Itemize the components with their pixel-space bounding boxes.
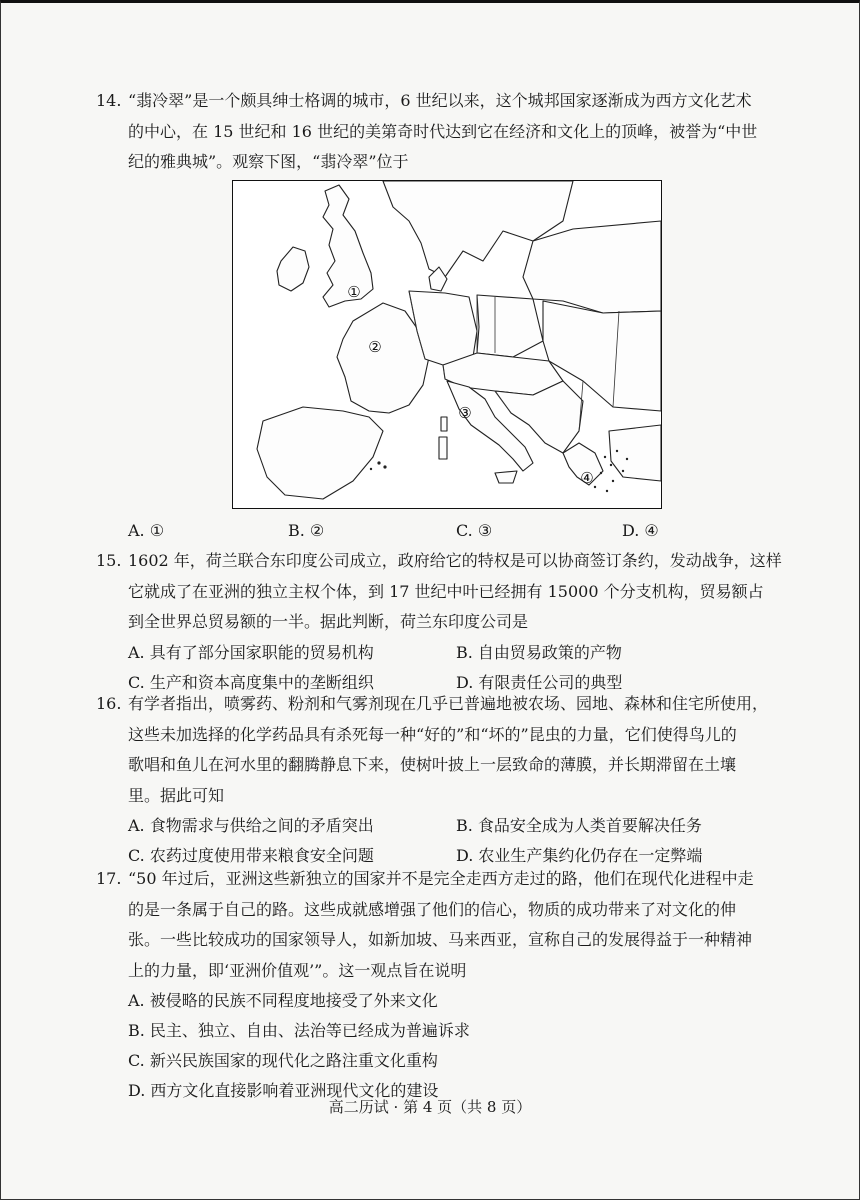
iberia-shape — [257, 407, 383, 499]
option-a[interactable]: A. 具有了部分国家职能的贸易机构 — [128, 642, 374, 662]
options-row — [96, 638, 786, 668]
question-number: 16. — [96, 694, 122, 713]
option-c[interactable]: C. 新兴民族国家的现代化之路注重文化重构 — [128, 1051, 438, 1070]
option-b[interactable]: B. 自由贸易政策的产物 — [456, 642, 622, 662]
poland-shape — [477, 295, 543, 357]
question-15-line-1: 15. 1602 年，荷兰联合东印度公司成立，政府给它的特权是可以协商签订条约，发动战争，这样 — [96, 546, 786, 577]
question-16 — [96, 689, 786, 871]
page-footer: 高二历试 · 第 4 页（共 8 页） — [328, 1098, 532, 1116]
ireland-shape — [277, 247, 309, 291]
question-number: 15. — [96, 551, 122, 570]
options-row — [96, 811, 786, 841]
question-14 — [96, 86, 786, 178]
sicily-shape — [495, 471, 517, 483]
question-17-line-1: 17. “50 年过后，亚洲这些新独立的国家并不是完全走西方走过的路，他们在现代化进程中走 — [96, 864, 786, 895]
question-17 — [96, 864, 786, 1106]
option-c[interactable]: C. 生产和资本高度集中的垄断组织 — [128, 672, 374, 692]
question-16-line-3: 歌唱和鱼儿在河水里的翻腾静息下来，使树叶披上一层致命的薄膜，并长期滞留在土壤 — [128, 755, 737, 774]
question-16-line-2: 这些未加选择的化学药品具有杀死每一种“好的”和“坏的”昆虫的力量，它们使得鸟儿的 — [128, 724, 737, 744]
question-16-line-1: 16. 有学者指出，喷雾药、粉剂和气雾剂现在几乎已普遍地被农场、园地、森林和住宅所使用， — [96, 689, 786, 720]
question-14-line-1: 14. “翡冷翠”是一个颇具绅士格调的城市，6 世纪以来，这个城邦国家逐渐成为西方文化艺术 — [96, 86, 786, 117]
turkey-shape — [609, 425, 661, 481]
baltic-shape — [523, 221, 661, 313]
question-number: 14. — [96, 91, 122, 110]
map-label-2: ② — [368, 338, 382, 356]
option-b[interactable]: B. 民主、独立、自由、法治等已经成为普遍诉求 — [128, 1021, 470, 1040]
option-a[interactable]: A. ① — [128, 521, 165, 540]
question-15-line-3: 到全世界总贸易额的一半。据此判断，荷兰东印度公司是 — [128, 612, 529, 631]
option-a[interactable]: A. 被侵略的民族不同程度地接受了外来文化 — [128, 991, 438, 1010]
question-17-line-4: 上的力量，即‘亚洲价值观’”。这一观点旨在说明 — [128, 960, 467, 980]
question-14-options — [96, 516, 786, 546]
question-16-line-4: 里。据此可知 — [128, 785, 225, 805]
option-b[interactable]: B. 食品安全成为人类首要解决任务 — [456, 816, 702, 835]
option-d[interactable]: D. ④ — [622, 521, 659, 540]
question-number: 17. — [96, 869, 122, 888]
map-label-4: ④ — [580, 469, 594, 487]
question-14-line-3: 纪的雅典城”。观察下图，“翡冷翠”位于 — [128, 152, 409, 171]
question-17-line-3: 张。一些比较成功的国家领导人，如新加坡、马来西亚，宣称自己的发展得益于一种精神 — [128, 930, 753, 949]
question-15 — [96, 546, 786, 698]
europe-map — [232, 180, 662, 509]
option-a[interactable]: A. 食物需求与供给之间的矛盾突出 — [128, 816, 374, 835]
option-d[interactable]: D. 西方文化直接影响着亚洲现代文化的建设 — [128, 1081, 439, 1100]
question-15-line-2: 它就成了在亚洲的独立主权个体，到 17 世纪中叶已经拥有 15000 个分支机构，贸易额占 — [128, 581, 764, 601]
option-d[interactable]: D. 农业生产集约化仍存在一定弊端 — [456, 846, 703, 865]
option-b[interactable]: B. ② — [288, 521, 325, 540]
options-row — [96, 516, 786, 546]
option-c[interactable]: C. ③ — [456, 521, 493, 540]
option-d[interactable]: D. 有限责任公司的典型 — [456, 672, 623, 692]
sardinia-shape — [439, 437, 447, 459]
map-label-3: ③ — [458, 404, 472, 422]
question-17-line-2: 的是一条属于自己的路。这些成就感增强了他们的信心，物质的成功带来了对文化的伸 — [128, 899, 737, 919]
corsica-shape — [441, 417, 447, 431]
question-14-line-2: 的中心，在 15 世纪和 16 世纪的美第奇时代达到它在经济和文化上的顶峰，被誉为“中世 — [128, 121, 758, 141]
map-label-1: ① — [347, 283, 361, 301]
option-c[interactable]: C. 农药过度使用带来粮食安全问题 — [128, 846, 374, 865]
europe-map-svg — [233, 181, 661, 508]
